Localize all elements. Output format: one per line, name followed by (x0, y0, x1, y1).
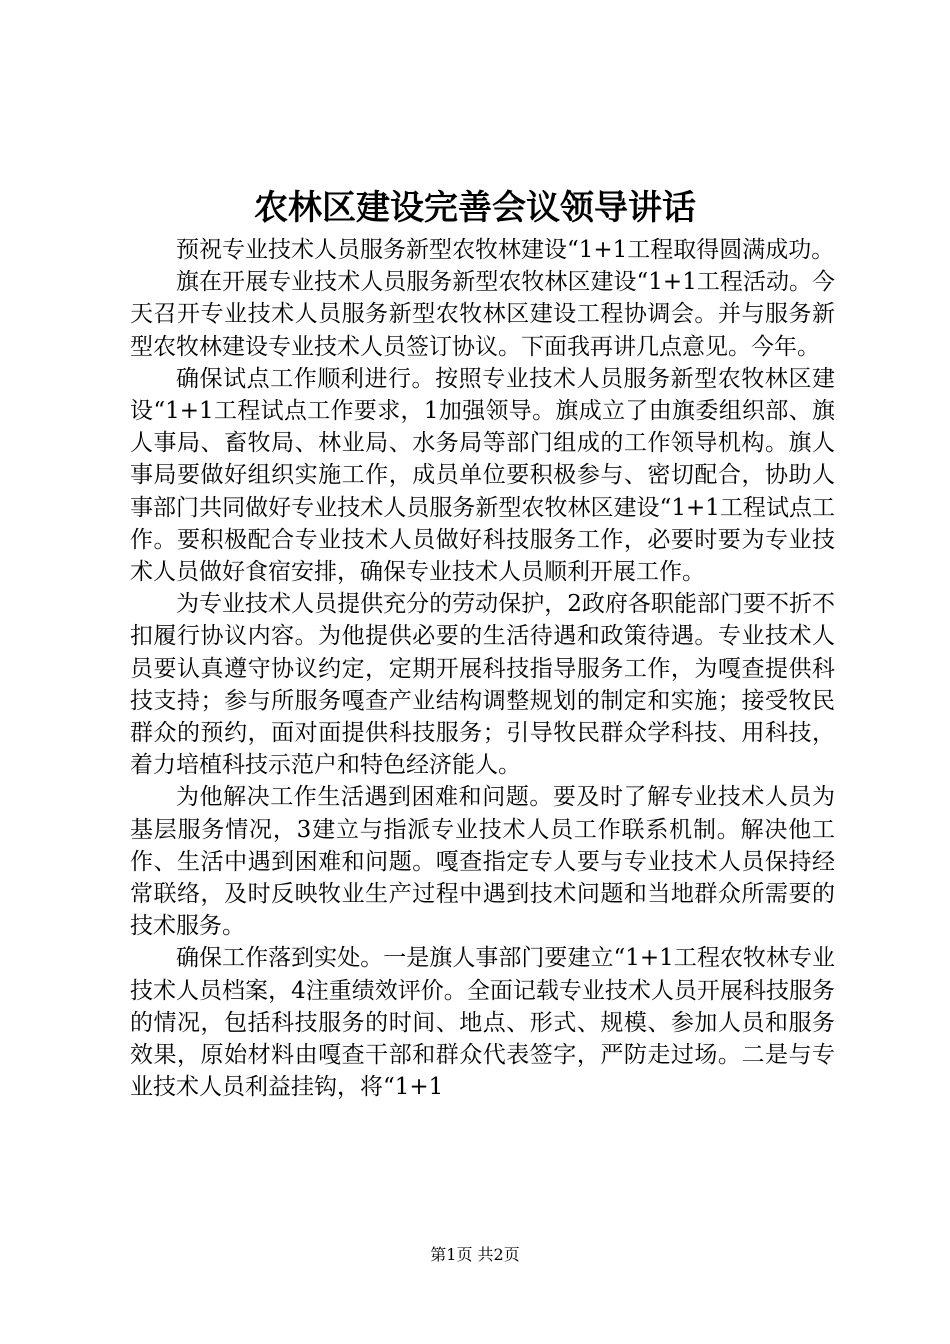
paragraph: 确保试点工作顺利进行。按照专业技术人员服务新型农牧林区建设“1+1工程试点工作要求，1加强领导。旗成立了由旗委组织部、旗人事局、畜牧局、林业局、水务局等部门组成的工作领导机构。旗人事局要做好组织实施工作，成员单位要积极参与、密切配合，协助人事部门共同做好专业技术人员服务新型农牧林区建设“1+1工程试点工作。要积极配合专业技术人员做好科技服务工作，必要时要为专业技术人员做好食宿安排，确保专业技术人员顺利开展工作。 (130, 365, 835, 586)
paragraph: 为他解决工作生活遇到困难和问题。要及时了解专业技术人员为基层服务情况，3建立与指派专业技术人员工作联系机制。解决他工作、生活中遇到困难和问题。嘎查指定专人要与专业技术人员保持经常联络，及时反映牧业生产过程中遇到技术问题和当地群众所需要的技术服务。 (130, 784, 835, 940)
paragraph: 为专业技术人员提供充分的劳动保护，2政府各职能部门要不折不扣履行协议内容。为他提供必要的生活待遇和政策待遇。专业技术人员要认真遵守协议约定，定期开展科技指导服务工作，为嘎查提供科技支持；参与所服务嘎查产业结构调整规划的制定和实施；接受牧民群众的预约，面对面提供科技服务；引导牧民群众学科技、用科技，着力培植科技示范户和特色经济能人。 (130, 591, 835, 779)
paragraph: 确保工作落到实处。一是旗人事部门要建立“1+1工程农牧林专业技术人员档案，4注重绩效评价。全面记载专业技术人员开展科技服务的情况，包括科技服务的时间、地点、形式、规模、参加人员和服务效果，原始材料由嘎查干部和群众代表签字，严防走过场。二是与专业技术人员利益挂钩，将“1+1 (130, 945, 835, 1101)
document-body (130, 234, 835, 1103)
paragraph: 预祝专业技术人员服务新型农牧林建设“1+1工程取得圆满成功。 (176, 237, 835, 263)
document-title: 农林区建设完善会议领导讲话 (254, 188, 696, 228)
paragraph: 旗在开展专业技术人员服务新型农牧林区建设“1+1工程活动。今天召开专业技术人员服务新型农牧林区建设工程协调会。并与服务新型农牧林建设专业技术人员签订协议。下面我再讲几点意见。今年。 (130, 269, 835, 360)
page-footer: 第1页 共2页 (430, 1245, 520, 1264)
